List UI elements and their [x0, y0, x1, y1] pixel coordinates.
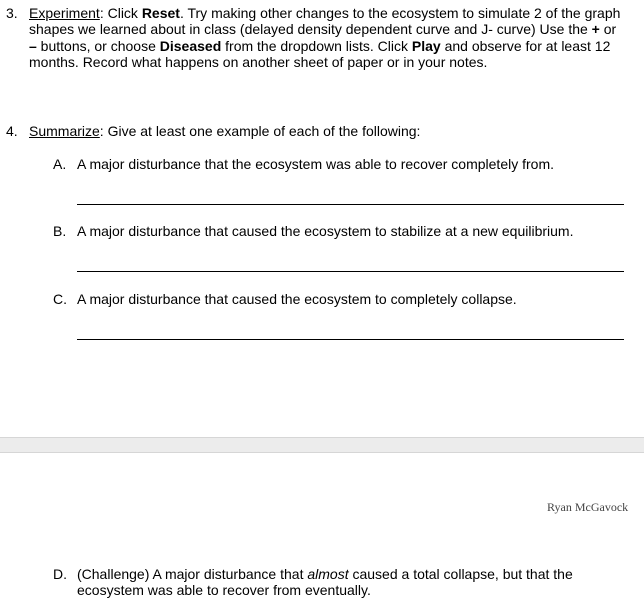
question-4-number: 4. [6, 123, 18, 139]
question-4-text: Summarize: Give at least one example of each of the following: [29, 123, 421, 139]
experiment-label: Experiment [29, 5, 100, 21]
item-b-text: A major disturbance that caused the ecosystem to stabilize at a new equilibrium. [77, 223, 574, 239]
item-c-text: A major disturbance that caused the ecosystem to completely collapse. [77, 291, 517, 307]
item-b-answer-line [77, 271, 624, 272]
item-a-letter: A. [53, 156, 67, 172]
item-a-answer-line [77, 204, 624, 205]
author-name: Ryan McGavock [547, 500, 629, 514]
item-b-letter: B. [53, 223, 67, 239]
item-d-letter: D. [53, 566, 67, 582]
item-c-answer-line [77, 339, 624, 340]
page-break [0, 437, 644, 453]
question-3-text: Experiment: Click Reset. Try making other changes to the ecosystem to simulate 2 of the graph shapes we learned about in class (delayed density dependent curve and J- curve) Use the + or – buttons, or choose Diseased from the dropdown lists. Click Play and observe for at least 12 months. Record what happens on another sheet of paper or in your notes. [29, 5, 621, 70]
question-3-number: 3. [6, 5, 18, 21]
summarize-label: Summarize [29, 123, 100, 139]
item-a-text: A major disturbance that the ecosystem was able to recover completely from. [77, 156, 554, 172]
item-d-text: (Challenge) A major disturbance that almost caused a total collapse, but that the ecosystem was able to recover from eventually. [77, 566, 573, 599]
item-c-letter: C. [53, 291, 67, 307]
document-page-2 [0, 453, 644, 601]
